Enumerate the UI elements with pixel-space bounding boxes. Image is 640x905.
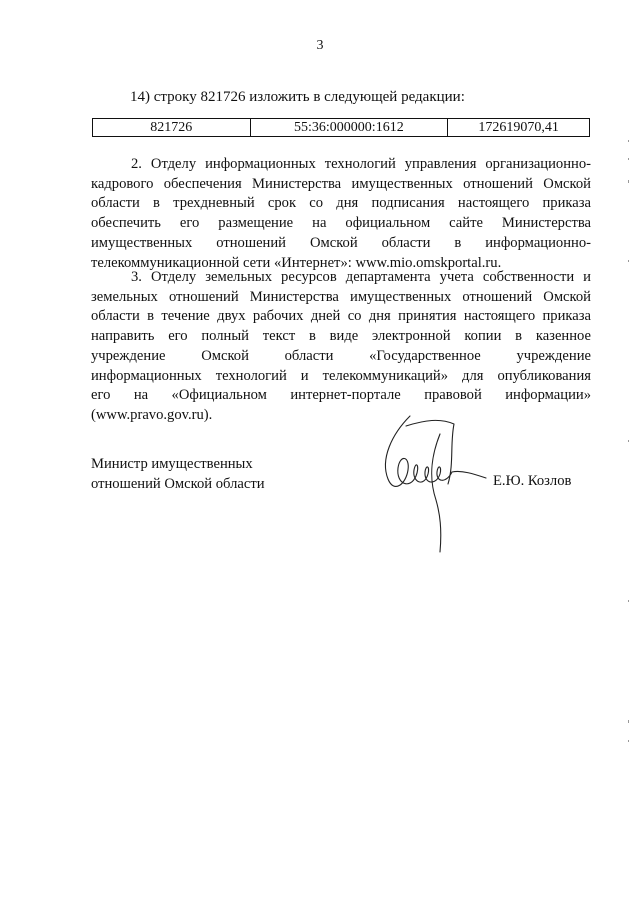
signer-title-line: Министр имущественных xyxy=(91,456,253,472)
paragraph-line: 2. Отделу информационных технологий управления организационно- xyxy=(131,156,591,172)
amendment-table xyxy=(92,118,590,137)
paragraph-line: телекоммуникационной сети «Интернет»: www.mio.omskportal.ru. xyxy=(91,254,502,271)
paragraph-line: земельных отношений Министерства имущественных отношений Омской xyxy=(91,288,591,305)
paragraph-line: области в трехдневный срок со дня подписания настоящего приказа xyxy=(91,195,591,212)
paragraph-line: информационных технологий и телекоммуникаций» для опубликования xyxy=(91,367,591,384)
scan-edge-marks xyxy=(628,140,630,840)
paragraph-line: его на «Официальном интернет-портале правовой информации» xyxy=(91,387,591,404)
paragraph-3 xyxy=(91,268,591,426)
signer-name: Е.Ю. Козлов xyxy=(493,473,572,489)
paragraph-line: (www.pravo.gov.ru). xyxy=(91,406,213,423)
table-cell-row-number: 821726 xyxy=(93,119,251,137)
paragraph-line: кадрового обеспечения Министерства имущественных отношений Омской xyxy=(91,175,591,192)
signer-title-line: отношений Омской области xyxy=(91,475,265,492)
paragraph-line: имущественных отношений Омской области в информационно- xyxy=(91,234,591,251)
paragraph-line: обеспечить его размещение на официальном сайте Министерства xyxy=(91,215,591,232)
table-row xyxy=(93,119,590,137)
handwritten-signature xyxy=(370,404,490,554)
amendment-intro: 14) строку 821726 изложить в следующей редакции: xyxy=(130,89,465,105)
paragraph-line: области в течение двух рабочих дней со дня принятия настоящего приказа xyxy=(91,308,591,325)
paragraph-line: 3. Отделу земельных ресурсов департамента учета собственности и xyxy=(131,269,591,285)
paragraph-line: учреждение Омской области «Государственное учреждение xyxy=(91,347,591,364)
paragraph-line: направить его полный текст в виде электронной копии в казенное xyxy=(91,328,591,345)
table-cell-value: 172619070,41 xyxy=(448,119,590,137)
page-number: 3 xyxy=(316,38,324,53)
paragraph-2 xyxy=(91,155,591,273)
signer-title xyxy=(91,455,265,494)
table-cell-cadastral-number: 55:36:000000:1612 xyxy=(250,119,448,137)
